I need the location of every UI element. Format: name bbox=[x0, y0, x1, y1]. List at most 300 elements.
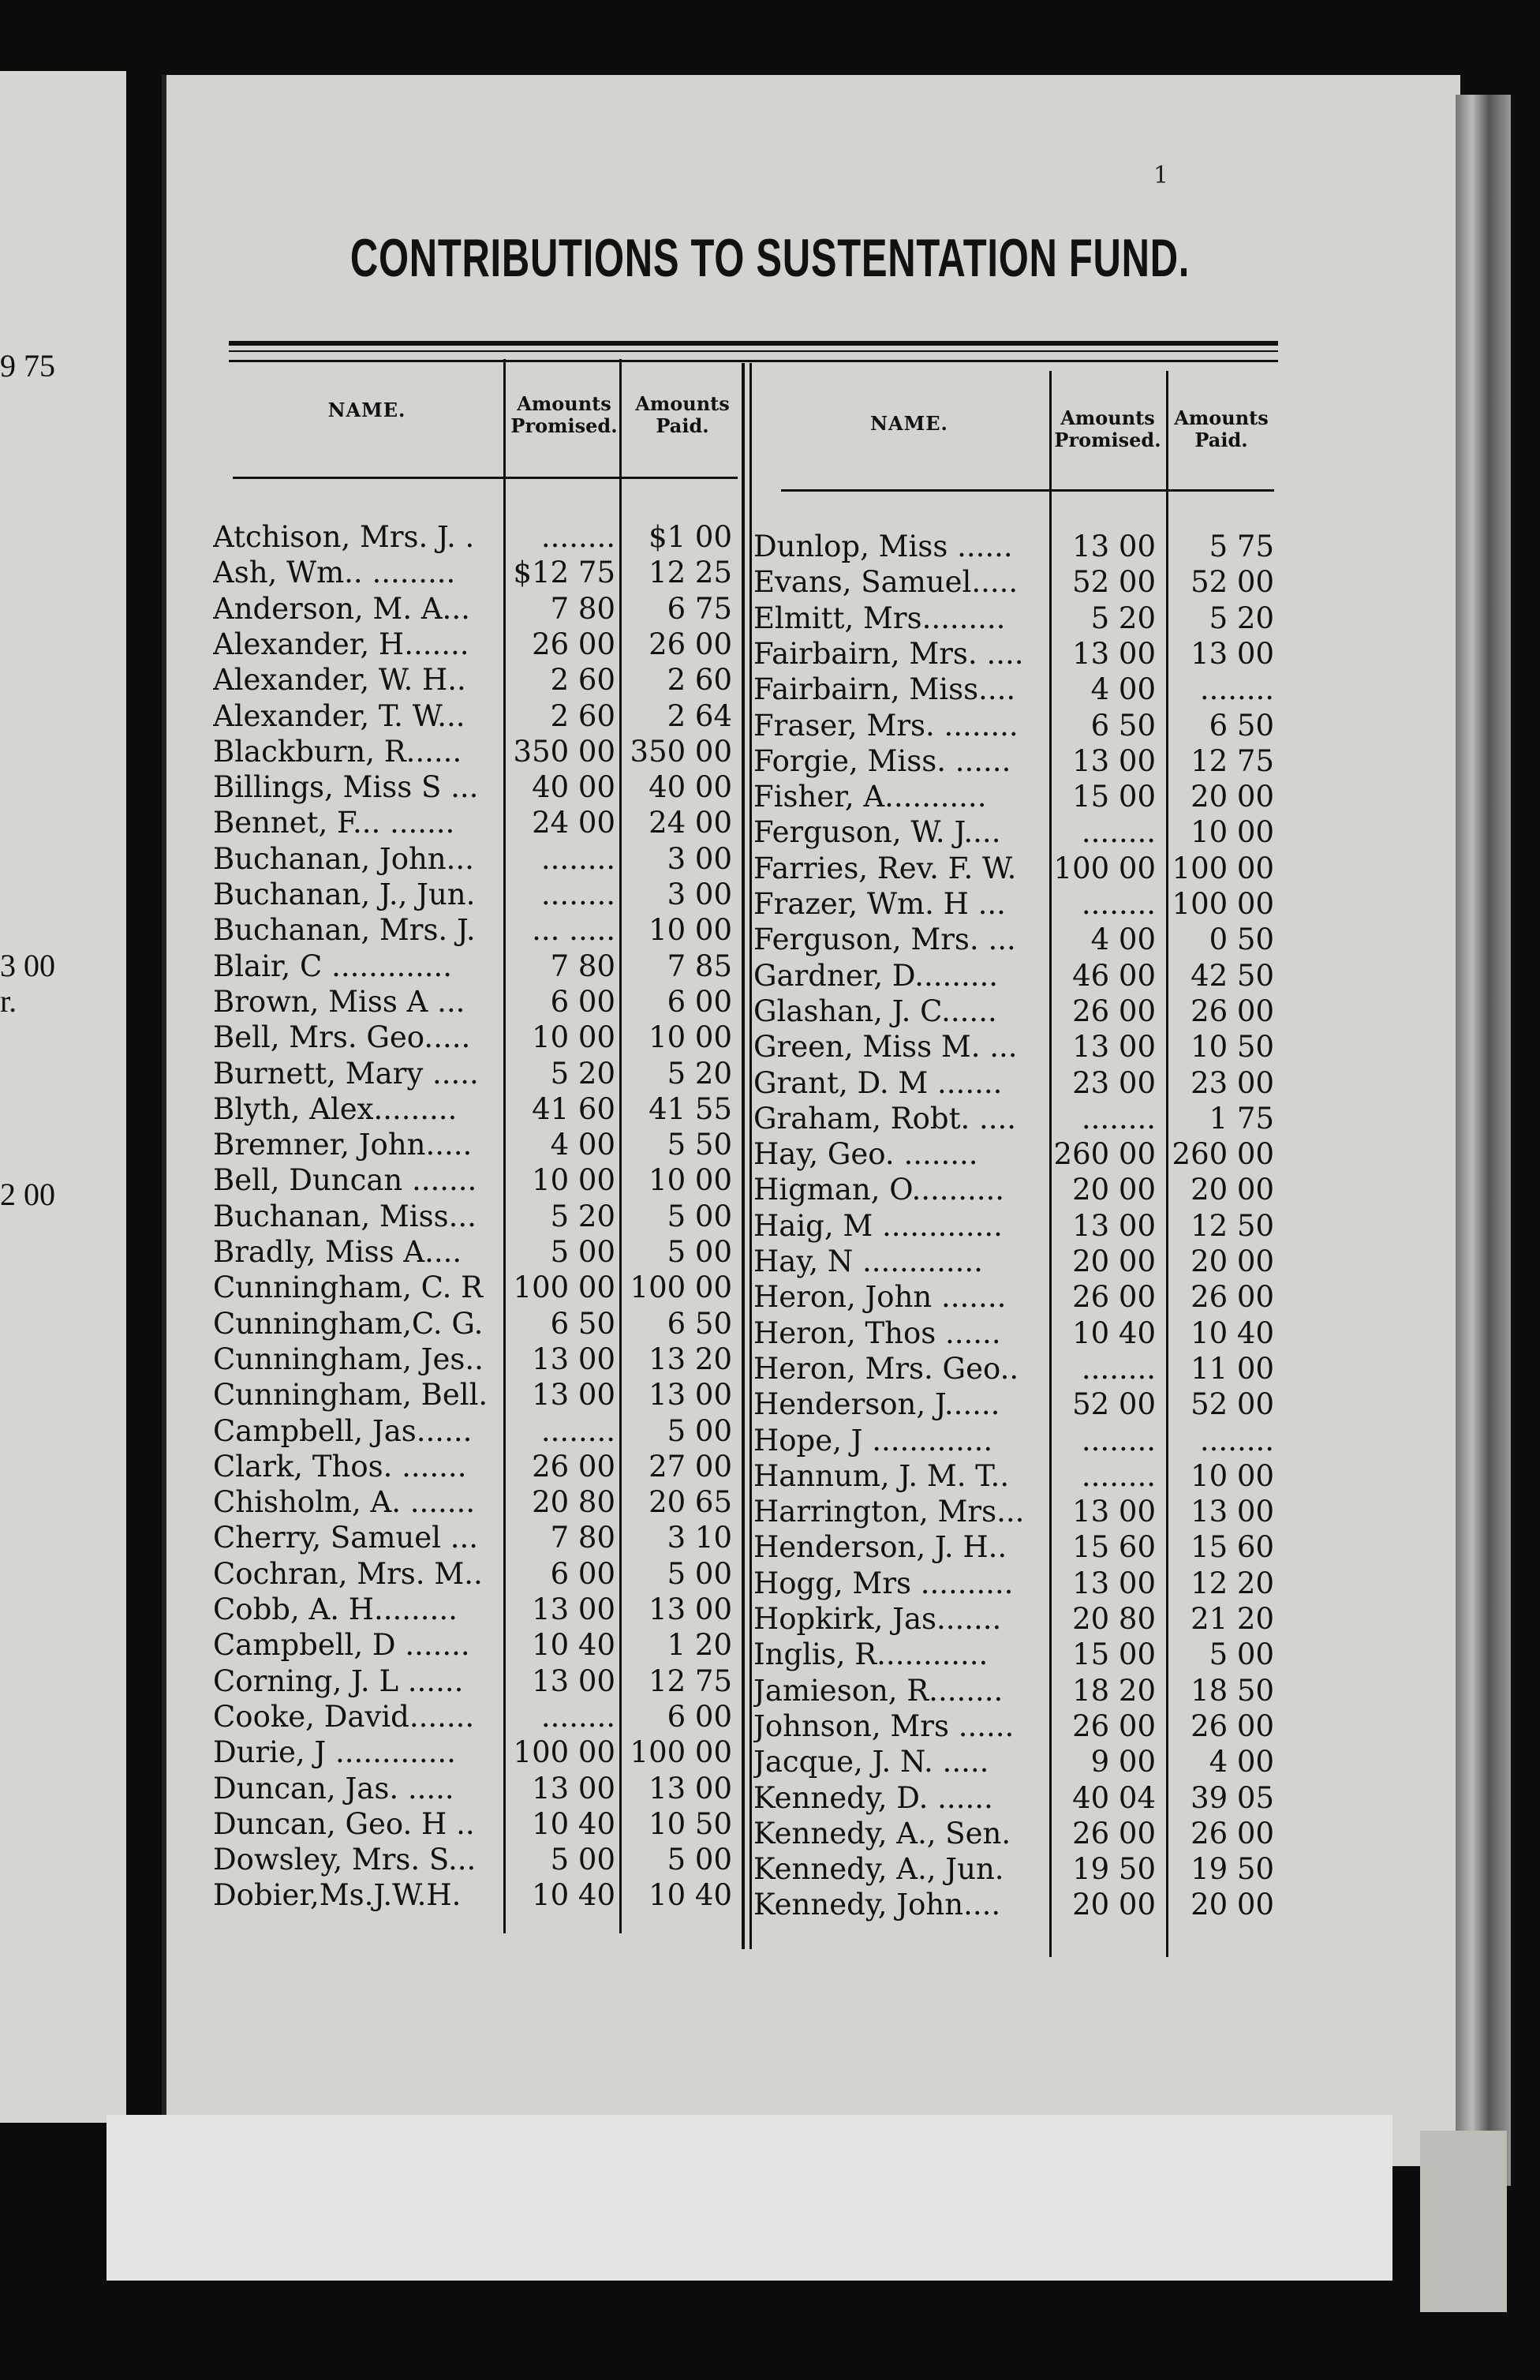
contributor-name: Henderson, J...... bbox=[753, 1387, 1000, 1422]
amount-promised: ... ..... bbox=[532, 913, 615, 948]
amount-paid: 52 00 bbox=[1191, 1387, 1274, 1422]
amount-promised: 13 00 bbox=[532, 1663, 615, 1698]
contributor-name: Fraser, Mrs. ........ bbox=[753, 708, 1019, 743]
amount-paid: 1 75 bbox=[1209, 1101, 1274, 1136]
table-row bbox=[753, 1386, 1282, 1422]
contributor-name: Harrington, Mrs... bbox=[753, 1495, 1025, 1529]
contributor-name: Jacque, J. N. ..... bbox=[753, 1745, 989, 1779]
amount-paid: ........ bbox=[1199, 1423, 1274, 1458]
amount-promised: 7 80 bbox=[550, 591, 615, 626]
table-row bbox=[213, 1377, 742, 1413]
amount-paid: 10 00 bbox=[649, 1020, 732, 1055]
amount-promised: 20 80 bbox=[532, 1485, 615, 1520]
amount-paid: 52 00 bbox=[1191, 565, 1274, 600]
amount-paid: 12 25 bbox=[649, 556, 732, 590]
amount-paid: 10 00 bbox=[649, 913, 732, 948]
amount-paid: 6 00 bbox=[667, 984, 732, 1019]
amount-paid: 10 50 bbox=[1191, 1030, 1274, 1065]
contributor-name: Alexander, H....... bbox=[213, 627, 469, 661]
table-row bbox=[753, 1816, 1282, 1851]
amount-paid: 3 00 bbox=[667, 878, 732, 911]
amount-promised: 13 00 bbox=[532, 1771, 615, 1806]
amount-promised: 13 00 bbox=[1072, 1030, 1156, 1065]
contributor-name: Buchanan, John... bbox=[213, 841, 474, 876]
header-name-right: NAME. bbox=[870, 412, 948, 435]
contributor-name: Hay, N ............. bbox=[753, 1244, 983, 1278]
table-row bbox=[213, 1842, 742, 1877]
contributor-name: Hope, J ............. bbox=[753, 1423, 993, 1458]
facing-page-fragment: 2 00 bbox=[0, 1177, 55, 1212]
book-spine bbox=[1456, 95, 1511, 2186]
amount-paid: 10 00 bbox=[1191, 815, 1274, 850]
amount-paid: 26 00 bbox=[1191, 1280, 1274, 1315]
table-row bbox=[213, 734, 742, 769]
amount-promised: 5 00 bbox=[550, 1843, 615, 1877]
table-row bbox=[213, 1270, 742, 1305]
contributor-name: Grant, D. M ....... bbox=[753, 1065, 1003, 1100]
table-row bbox=[753, 851, 1282, 886]
amount-promised: ........ bbox=[540, 1699, 615, 1734]
column-divider bbox=[742, 363, 745, 1949]
table-row bbox=[753, 1601, 1282, 1637]
amount-paid: 0 50 bbox=[1209, 922, 1274, 957]
amount-paid: 100 00 bbox=[1172, 851, 1274, 885]
contributor-name: Ferguson, W. J.... bbox=[753, 815, 1001, 850]
table-row bbox=[753, 1029, 1282, 1065]
table-row bbox=[213, 949, 742, 984]
table-row bbox=[753, 1351, 1282, 1386]
amount-paid: 21 20 bbox=[1191, 1602, 1274, 1636]
contributor-name: Heron, John ....... bbox=[753, 1280, 1007, 1315]
facing-page-fragment: 3 00 bbox=[0, 948, 55, 983]
table-row bbox=[213, 1663, 742, 1699]
amount-promised: 100 00 bbox=[513, 1270, 615, 1305]
amount-promised: 4 00 bbox=[1090, 922, 1156, 957]
amount-promised: 5 00 bbox=[550, 1235, 615, 1269]
contributor-name: Cobb, A. H......... bbox=[213, 1592, 458, 1626]
contributor-name: Kennedy, A., Jun. bbox=[753, 1852, 1004, 1887]
amount-promised: 26 00 bbox=[532, 627, 615, 661]
table-row bbox=[213, 912, 742, 948]
amount-paid: 5 00 bbox=[667, 1235, 732, 1269]
contributor-name: Burnett, Mary ..... bbox=[213, 1056, 479, 1091]
amount-promised: 26 00 bbox=[1072, 1816, 1156, 1850]
table-row bbox=[213, 1592, 742, 1627]
table-row bbox=[753, 1744, 1282, 1779]
amount-promised: 7 80 bbox=[550, 1521, 615, 1555]
amount-promised: 260 00 bbox=[1053, 1137, 1156, 1172]
table-row bbox=[753, 672, 1282, 707]
contributor-name: Dunlop, Miss ...... bbox=[753, 530, 1013, 563]
contributor-name: Alexander, W. H.. bbox=[213, 663, 466, 698]
contributor-name: Cooke, David....... bbox=[213, 1699, 475, 1734]
contributor-name: Hay, Geo. ........ bbox=[753, 1137, 978, 1172]
amount-promised: 100 00 bbox=[513, 1735, 615, 1770]
header-paid-line1: Amounts bbox=[635, 392, 730, 415]
amount-paid: 10 00 bbox=[1191, 1458, 1274, 1493]
amount-promised: 7 80 bbox=[550, 949, 615, 983]
amount-promised: 13 00 bbox=[1072, 636, 1156, 671]
amount-promised: ........ bbox=[1081, 1101, 1156, 1136]
table-row bbox=[213, 1734, 742, 1770]
table-row bbox=[213, 1699, 742, 1734]
amount-paid: 5 75 bbox=[1209, 530, 1274, 563]
table-row bbox=[213, 1162, 742, 1198]
contributor-name: Inglis, R............ bbox=[753, 1637, 989, 1672]
table-row bbox=[213, 1199, 742, 1234]
header-paid-right bbox=[1166, 407, 1276, 451]
amount-paid: 5 50 bbox=[667, 1128, 732, 1162]
contributor-name: Bremner, John..... bbox=[213, 1128, 473, 1162]
header-rule-left bbox=[233, 477, 738, 479]
amount-paid: 13 00 bbox=[649, 1592, 732, 1626]
contributor-name: Blackburn, R...... bbox=[213, 734, 462, 769]
amount-promised: 10 40 bbox=[532, 1806, 615, 1841]
contributor-name: Bennet, F... ....... bbox=[213, 806, 455, 840]
contributor-name: Farries, Rev. F. W. bbox=[753, 851, 1017, 885]
header-paid-line2: Paid. bbox=[656, 414, 709, 437]
amount-paid: 12 20 bbox=[1191, 1566, 1274, 1600]
amount-paid: 13 00 bbox=[649, 1771, 732, 1806]
page-title: CONTRIBUTIONS TO SUSTENTATION FUND. bbox=[349, 228, 1191, 288]
table-row bbox=[213, 662, 742, 698]
amount-promised: 52 00 bbox=[1072, 1387, 1156, 1422]
contributor-name: Blair, C ............. bbox=[213, 949, 453, 983]
table-row bbox=[213, 1877, 742, 1913]
header-name-left: NAME. bbox=[327, 399, 406, 421]
amount-promised: ........ bbox=[540, 1413, 615, 1448]
title-rule bbox=[229, 341, 1278, 346]
amount-promised: ........ bbox=[1081, 815, 1156, 850]
amount-promised: 6 50 bbox=[550, 1306, 615, 1341]
contributor-name: Anderson, M. A... bbox=[213, 591, 470, 626]
amount-paid: 40 00 bbox=[649, 770, 732, 805]
amount-paid: 26 00 bbox=[1191, 1816, 1274, 1850]
header-promised-line1: Amounts bbox=[517, 392, 611, 415]
table-row bbox=[213, 1484, 742, 1520]
amount-paid: 260 00 bbox=[1172, 1137, 1274, 1172]
table-row bbox=[213, 841, 742, 877]
amount-promised: 41 60 bbox=[532, 1091, 615, 1126]
table-row bbox=[213, 769, 742, 805]
amount-promised: 10 00 bbox=[532, 1163, 615, 1198]
contributor-name: Glashan, J. C...... bbox=[753, 994, 997, 1028]
amount-paid: 6 00 bbox=[667, 1699, 732, 1734]
table-row bbox=[213, 1520, 742, 1555]
contributor-name: Bradly, Miss A.... bbox=[213, 1235, 462, 1269]
table-row bbox=[753, 814, 1282, 850]
contributor-name: Campbell, Jas...... bbox=[213, 1413, 473, 1448]
amount-promised: 10 40 bbox=[532, 1878, 615, 1913]
amount-paid: 5 20 bbox=[1209, 601, 1274, 635]
table-row bbox=[753, 1065, 1282, 1101]
title-rule bbox=[229, 360, 1278, 362]
amount-promised: 13 00 bbox=[1072, 1208, 1156, 1243]
amount-promised: 4 00 bbox=[550, 1128, 615, 1162]
amount-paid: 7 85 bbox=[667, 949, 732, 983]
table-row bbox=[753, 1172, 1282, 1207]
table-row bbox=[753, 1851, 1282, 1887]
amount-promised: 26 00 bbox=[1072, 994, 1156, 1028]
amount-promised: ........ bbox=[540, 520, 615, 554]
contributor-name: Evans, Samuel..... bbox=[753, 565, 1019, 600]
table-row bbox=[213, 877, 742, 912]
amount-promised: ........ bbox=[1081, 1351, 1156, 1386]
contributor-name: Cunningham, Jes.. bbox=[213, 1342, 484, 1376]
amount-paid: 5 00 bbox=[667, 1843, 732, 1877]
contributor-name: Gardner, D......... bbox=[753, 958, 999, 993]
amount-promised: 350 00 bbox=[513, 734, 615, 769]
contributor-name: Kennedy, A., Sen. bbox=[753, 1816, 1011, 1850]
contributor-name: Billings, Miss S ... bbox=[213, 770, 479, 805]
table-row bbox=[753, 564, 1282, 600]
amount-promised: 100 00 bbox=[1053, 851, 1156, 885]
contributor-name: Ferguson, Mrs. ... bbox=[753, 922, 1016, 957]
amount-paid: 3 00 bbox=[667, 841, 732, 876]
table-row bbox=[753, 1494, 1282, 1529]
amount-promised: 40 04 bbox=[1072, 1780, 1156, 1815]
amount-paid: 11 00 bbox=[1191, 1351, 1274, 1386]
amount-promised: ........ bbox=[540, 841, 615, 876]
amount-promised: 46 00 bbox=[1072, 958, 1156, 993]
amount-paid: 350 00 bbox=[630, 734, 732, 769]
amount-promised: 20 00 bbox=[1072, 1244, 1156, 1278]
amount-paid: 42 50 bbox=[1191, 958, 1274, 993]
amount-promised: 20 80 bbox=[1072, 1602, 1156, 1636]
table-row bbox=[753, 636, 1282, 672]
amount-paid: 13 00 bbox=[1191, 636, 1274, 671]
amount-promised: $12 75 bbox=[513, 556, 615, 590]
amount-paid: 5 00 bbox=[667, 1556, 732, 1591]
contributor-name: Haig, M ............. bbox=[753, 1208, 1003, 1243]
contributor-name: Dowsley, Mrs. S... bbox=[213, 1843, 477, 1877]
table-row bbox=[213, 1306, 742, 1342]
contributor-name: Kennedy, D. ...... bbox=[753, 1780, 993, 1815]
amount-paid: 20 00 bbox=[1191, 1888, 1274, 1922]
header-promised-line2: Promised. bbox=[1054, 428, 1161, 451]
contributor-name: Durie, J ............. bbox=[213, 1735, 456, 1770]
table-row bbox=[213, 1234, 742, 1270]
amount-paid: 100 00 bbox=[1172, 887, 1274, 921]
header-promised-line1: Amounts bbox=[1060, 406, 1155, 429]
table-row bbox=[213, 1771, 742, 1806]
table-row bbox=[753, 1887, 1282, 1922]
amount-paid: 20 00 bbox=[1191, 1173, 1274, 1207]
amount-paid: 18 50 bbox=[1191, 1673, 1274, 1708]
amount-promised: 18 20 bbox=[1072, 1673, 1156, 1708]
amount-paid: $1 00 bbox=[649, 520, 732, 554]
amount-promised: 15 60 bbox=[1072, 1530, 1156, 1565]
contributor-name: Bell, Mrs. Geo..... bbox=[213, 1020, 471, 1055]
amount-promised: ........ bbox=[1081, 1458, 1156, 1493]
table-row bbox=[213, 698, 742, 734]
table-row bbox=[753, 1708, 1282, 1744]
table-row bbox=[753, 1315, 1282, 1351]
header-paid-line1: Amounts bbox=[1174, 406, 1269, 429]
table-row bbox=[753, 1780, 1282, 1816]
header-paid-left bbox=[623, 393, 742, 437]
contributor-name: Alexander, T. W... bbox=[213, 698, 465, 733]
amount-paid: 20 65 bbox=[649, 1485, 732, 1520]
contributor-name: Johnson, Mrs ...... bbox=[753, 1708, 1015, 1743]
amount-promised: ........ bbox=[1081, 1423, 1156, 1458]
amount-promised: 5 20 bbox=[550, 1199, 615, 1233]
amount-paid: 10 40 bbox=[649, 1878, 732, 1913]
contributor-name: Brown, Miss A ... bbox=[213, 984, 465, 1019]
amount-paid: 12 75 bbox=[1191, 743, 1274, 778]
amount-promised: ........ bbox=[540, 878, 615, 911]
facing-page-edge bbox=[0, 71, 126, 2123]
amount-promised: 5 20 bbox=[1090, 601, 1156, 635]
book-corner bbox=[1420, 2131, 1507, 2312]
amount-paid: 10 40 bbox=[1191, 1315, 1274, 1350]
contributor-name: Fairbairn, Miss.... bbox=[753, 672, 1016, 707]
table-row bbox=[213, 591, 742, 627]
table-row bbox=[213, 1413, 742, 1449]
contributor-name: Bell, Duncan ....... bbox=[213, 1163, 477, 1198]
amount-promised: 52 00 bbox=[1072, 565, 1156, 600]
amount-paid: 2 60 bbox=[667, 663, 732, 698]
contributor-name: Frazer, Wm. H ... bbox=[753, 887, 1006, 921]
table-row bbox=[213, 1449, 742, 1484]
amount-promised: 15 00 bbox=[1072, 780, 1156, 814]
title-rule bbox=[229, 350, 1278, 352]
amount-paid: 3 10 bbox=[667, 1521, 732, 1555]
page-lower-edge bbox=[107, 2115, 1392, 2281]
amount-promised: ........ bbox=[1081, 887, 1156, 921]
header-promised-left bbox=[505, 393, 623, 437]
contributor-name: Cherry, Samuel ... bbox=[213, 1521, 479, 1555]
table-row bbox=[753, 1279, 1282, 1315]
contributor-name: Duncan, Geo. H .. bbox=[213, 1806, 475, 1841]
amount-promised: 2 60 bbox=[550, 663, 615, 698]
table-row bbox=[213, 627, 742, 662]
amount-paid: 27 00 bbox=[649, 1449, 732, 1484]
amount-promised: 13 00 bbox=[532, 1342, 615, 1376]
contributor-name: Cochran, Mrs. M.. bbox=[213, 1556, 483, 1591]
amount-promised: 24 00 bbox=[532, 806, 615, 840]
amount-promised: 20 00 bbox=[1072, 1173, 1156, 1207]
table-row bbox=[213, 1020, 742, 1055]
contributor-name: Fisher, A........... bbox=[753, 780, 987, 814]
amount-paid: 13 20 bbox=[649, 1342, 732, 1376]
amount-promised: 6 00 bbox=[550, 984, 615, 1019]
contributor-name: Kennedy, John.... bbox=[753, 1888, 1001, 1922]
table-row bbox=[753, 601, 1282, 636]
contributor-name: Buchanan, Mrs. J. bbox=[213, 913, 476, 948]
facing-page-fragment: 9 75 bbox=[0, 348, 55, 384]
table-row bbox=[213, 984, 742, 1020]
amount-promised: 15 00 bbox=[1072, 1637, 1156, 1672]
amount-promised: 13 00 bbox=[1072, 530, 1156, 563]
amount-promised: 13 00 bbox=[1072, 743, 1156, 778]
table-row bbox=[213, 1056, 742, 1091]
amount-paid: 6 50 bbox=[667, 1306, 732, 1341]
amount-promised: 20 00 bbox=[1072, 1888, 1156, 1922]
table-row bbox=[213, 555, 742, 590]
amount-paid: 20 00 bbox=[1191, 1244, 1274, 1278]
table-row bbox=[213, 1127, 742, 1162]
amount-paid: 1 20 bbox=[667, 1628, 732, 1663]
facing-page-fragment: r. bbox=[0, 983, 17, 1019]
amount-paid: 12 50 bbox=[1191, 1208, 1274, 1243]
amount-paid: 10 50 bbox=[649, 1806, 732, 1841]
amount-promised: 13 00 bbox=[1072, 1566, 1156, 1600]
amount-paid: 20 00 bbox=[1191, 780, 1274, 814]
table-row bbox=[753, 886, 1282, 922]
amount-paid: 41 55 bbox=[649, 1091, 732, 1126]
contributor-name: Elmitt, Mrs......... bbox=[753, 601, 1006, 635]
contributor-name: Hopkirk, Jas....... bbox=[753, 1602, 1002, 1636]
amount-promised: 40 00 bbox=[532, 770, 615, 805]
amount-paid: 26 00 bbox=[1191, 1708, 1274, 1743]
contributor-name: Chisholm, A. ....... bbox=[213, 1485, 476, 1520]
contributor-name: Forgie, Miss. ...... bbox=[753, 743, 1011, 778]
table-row bbox=[753, 1423, 1282, 1458]
amount-paid: 100 00 bbox=[630, 1735, 732, 1770]
header-promised-line2: Promised. bbox=[510, 414, 618, 437]
amount-promised: 9 00 bbox=[1090, 1745, 1156, 1779]
table-row bbox=[753, 708, 1282, 743]
table-row bbox=[753, 743, 1282, 779]
table-row bbox=[213, 1091, 742, 1127]
column-divider bbox=[749, 363, 752, 1949]
table-row bbox=[753, 1244, 1282, 1279]
contributor-name: Graham, Robt. .... bbox=[753, 1101, 1017, 1136]
contributor-name: Green, Miss M. ... bbox=[753, 1030, 1018, 1065]
table-row bbox=[213, 805, 742, 840]
contributor-name: Buchanan, Miss... bbox=[213, 1199, 477, 1233]
header-promised-right bbox=[1049, 407, 1166, 451]
amount-paid: 13 00 bbox=[649, 1378, 732, 1413]
amount-promised: 2 60 bbox=[550, 698, 615, 733]
amount-promised: 6 00 bbox=[550, 1556, 615, 1591]
table-row bbox=[213, 1556, 742, 1592]
contributor-name: Hannum, J. M. T.. bbox=[753, 1458, 1010, 1493]
table-row bbox=[753, 1458, 1282, 1494]
amount-paid: 19 50 bbox=[1191, 1852, 1274, 1887]
page-number: 1 bbox=[1153, 162, 1169, 189]
contributor-name: Heron, Thos ...... bbox=[753, 1315, 1001, 1350]
table-row bbox=[213, 1806, 742, 1842]
amount-paid: 12 75 bbox=[649, 1663, 732, 1698]
contributor-name: Dobier,Ms.J.W.H. bbox=[213, 1878, 462, 1913]
table-row bbox=[213, 519, 742, 555]
amount-promised: 19 50 bbox=[1072, 1852, 1156, 1887]
contributor-name: Atchison, Mrs. J. . bbox=[213, 520, 475, 554]
table-row bbox=[753, 958, 1282, 994]
amount-paid: 39 05 bbox=[1191, 1780, 1274, 1815]
table-row bbox=[213, 1627, 742, 1663]
contributor-name: Buchanan, J., Jun. bbox=[213, 878, 476, 911]
amount-paid: 5 20 bbox=[667, 1056, 732, 1091]
contributor-name: Cunningham,C. G. bbox=[213, 1306, 484, 1341]
amount-paid: 100 00 bbox=[630, 1270, 732, 1305]
amount-promised: 10 40 bbox=[532, 1628, 615, 1663]
contributor-name: Hogg, Mrs .......... bbox=[753, 1566, 1014, 1600]
amount-paid: 4 00 bbox=[1209, 1745, 1274, 1779]
amount-paid: 6 50 bbox=[1209, 708, 1274, 743]
amount-promised: 13 00 bbox=[532, 1378, 615, 1413]
contributor-name: Corning, J. L ...... bbox=[213, 1663, 464, 1698]
contributor-name: Higman, O.......... bbox=[753, 1173, 1005, 1207]
table-row bbox=[753, 1673, 1282, 1708]
header-paid-line2: Paid. bbox=[1194, 428, 1248, 451]
amount-promised: 26 00 bbox=[1072, 1708, 1156, 1743]
contributor-name: Campbell, D ....... bbox=[213, 1628, 470, 1663]
amount-paid: 5 00 bbox=[1209, 1637, 1274, 1672]
amount-paid: 5 00 bbox=[667, 1199, 732, 1233]
